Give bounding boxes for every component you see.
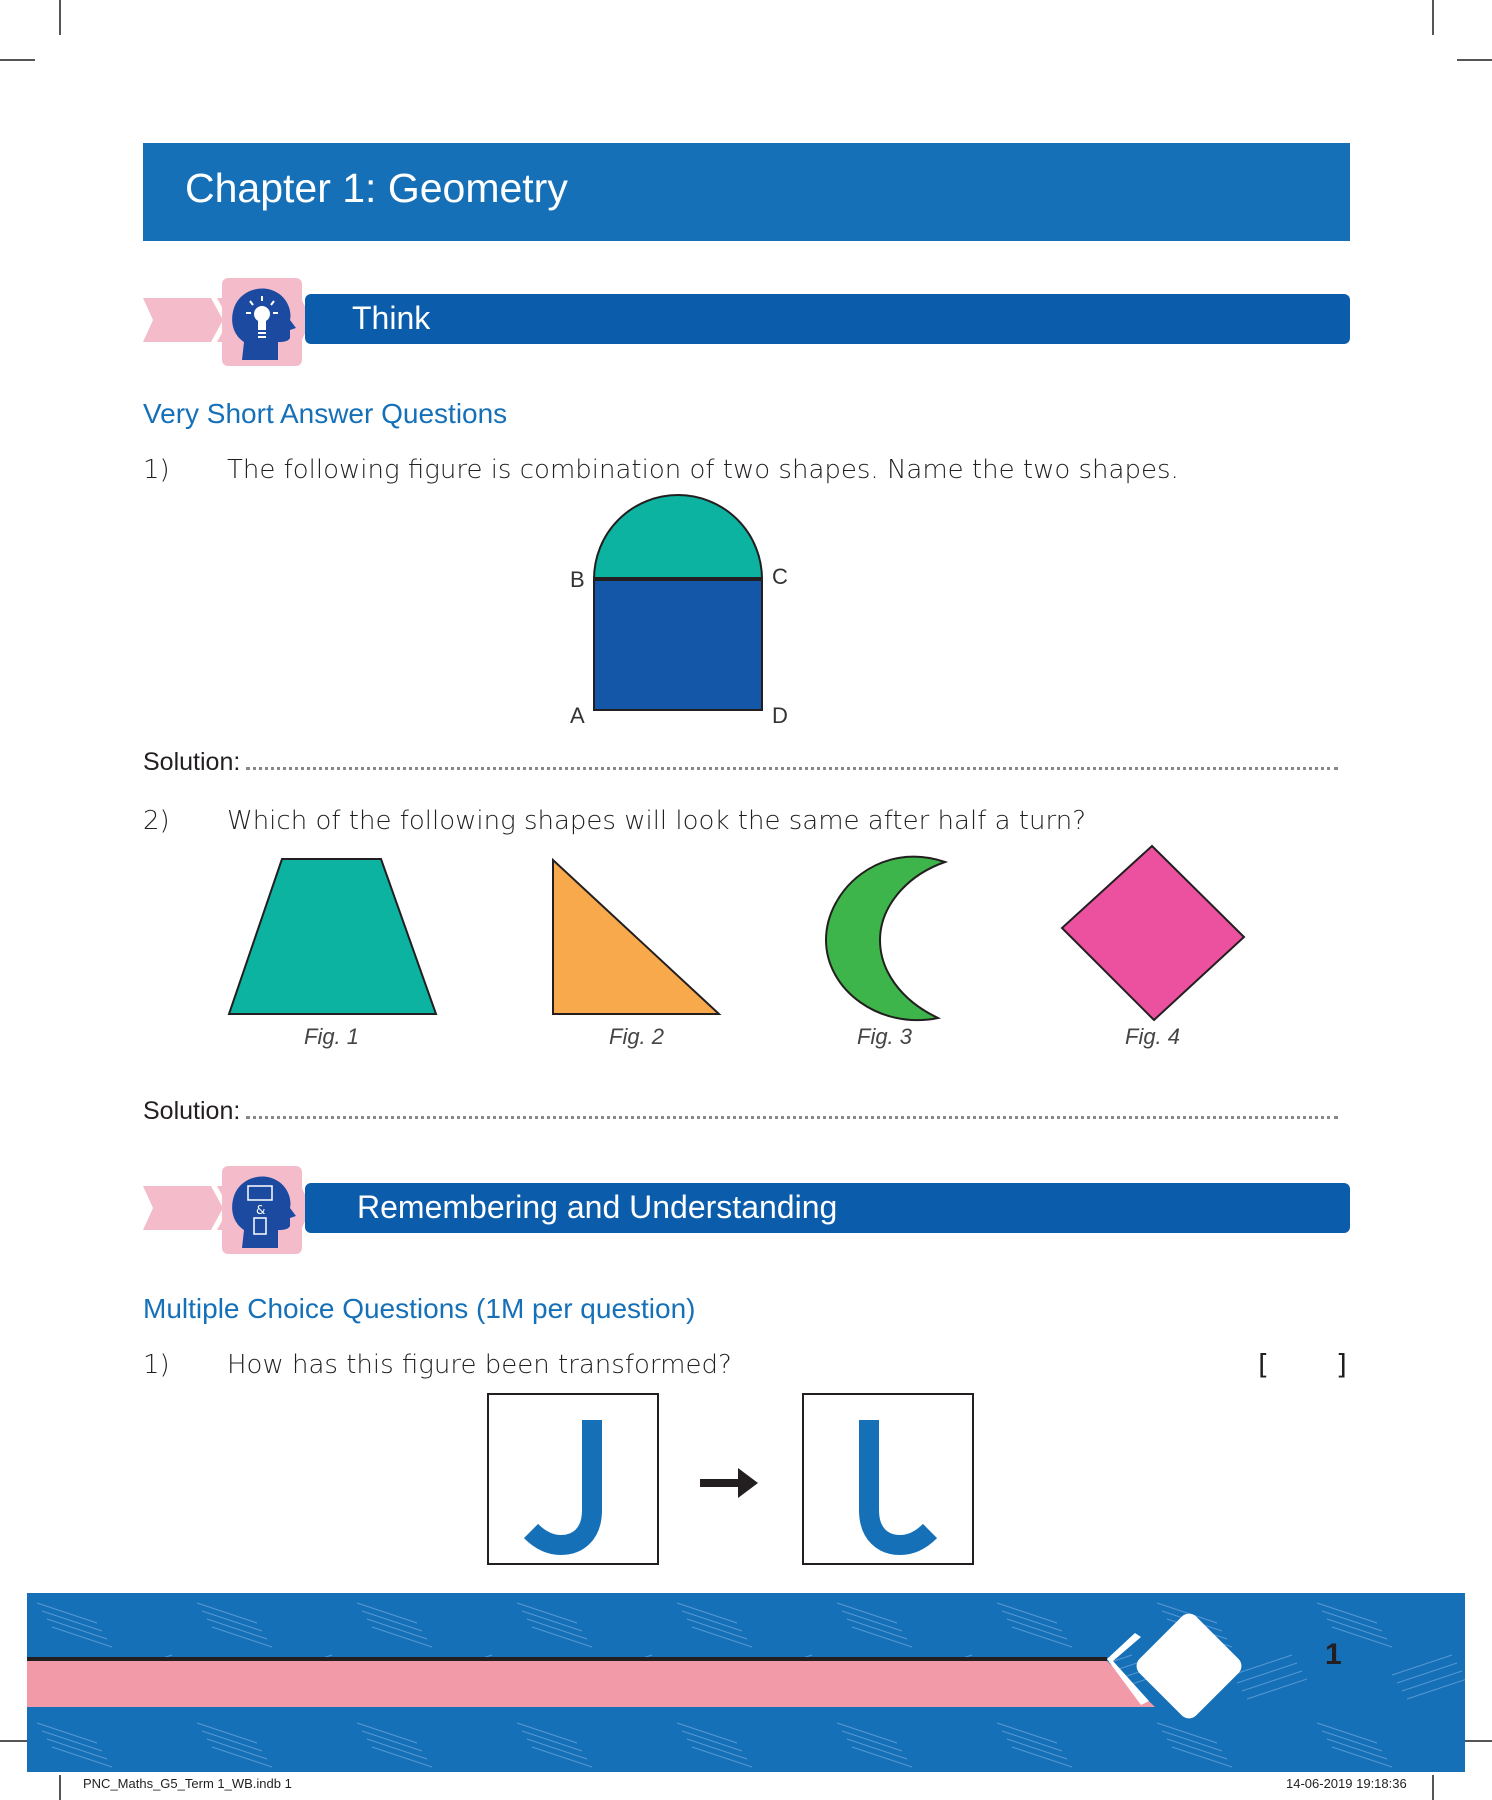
head-book-icon bbox=[228, 1172, 298, 1250]
page-number-badge bbox=[1127, 1604, 1252, 1729]
trapezoid-shape bbox=[229, 859, 436, 1014]
question-number: 1) bbox=[143, 455, 170, 485]
crop-mark bbox=[59, 1775, 61, 1800]
question-number: 1) bbox=[143, 1350, 170, 1380]
answer-dots[interactable] bbox=[246, 1098, 1338, 1119]
rhombus-shape bbox=[1062, 846, 1244, 1020]
fig-label-2: Fig. 2 bbox=[609, 1024, 665, 1049]
section-remembering-title: Remembering and Understanding bbox=[357, 1189, 838, 1225]
fig-label-1: Fig. 1 bbox=[304, 1024, 360, 1049]
question-number: 2) bbox=[143, 806, 170, 836]
answer-field[interactable] bbox=[1280, 1352, 1334, 1384]
transformed-letter-box bbox=[802, 1393, 974, 1565]
question-text: The following figure is combination of two shapes. Name the two shapes. bbox=[227, 455, 1179, 485]
letter-j-flipped-icon bbox=[804, 1395, 972, 1563]
question-text: How has this figure been transformed? bbox=[227, 1350, 732, 1380]
chapter-title: Chapter 1: Geometry bbox=[185, 165, 568, 211]
crescent-shape bbox=[826, 857, 945, 1020]
answer-bracket-close: ] bbox=[1336, 1348, 1347, 1381]
answer-dots[interactable] bbox=[246, 749, 1338, 770]
original-letter-box bbox=[487, 1393, 659, 1565]
chapter-header bbox=[143, 143, 1350, 241]
solution-label: Solution: bbox=[143, 748, 241, 776]
crop-mark bbox=[0, 59, 35, 61]
arrow-right-icon bbox=[700, 1468, 760, 1498]
timestamp: 14-06-2019 19:18:36 bbox=[1286, 1776, 1407, 1791]
page-number: 1 bbox=[1325, 1638, 1342, 1671]
answer-bracket-open: [ bbox=[1258, 1348, 1269, 1381]
shapes-row bbox=[0, 840, 1300, 1030]
mcq-question-1 bbox=[143, 1350, 732, 1380]
crop-mark bbox=[1432, 0, 1434, 35]
point-label-d: D bbox=[772, 703, 788, 728]
svg-text:&: & bbox=[256, 1203, 266, 1217]
point-label-c: C bbox=[772, 564, 788, 589]
head-lightbulb-icon bbox=[228, 284, 298, 362]
question-1 bbox=[143, 455, 1179, 485]
section-remembering-bar bbox=[305, 1183, 1350, 1233]
letter-j-icon bbox=[489, 1395, 657, 1563]
point-label-a: A bbox=[570, 703, 585, 728]
crop-mark bbox=[1432, 1775, 1434, 1800]
section-think-bar bbox=[305, 294, 1350, 344]
question-2 bbox=[143, 806, 1086, 836]
section-think-title: Think bbox=[352, 300, 431, 336]
very-short-heading: Very Short Answer Questions bbox=[143, 398, 508, 429]
triangle-shape bbox=[553, 860, 719, 1014]
crop-mark bbox=[1457, 59, 1492, 61]
file-name: PNC_Maths_G5_Term 1_WB.indb 1 bbox=[83, 1776, 292, 1791]
mcq-heading: Multiple Choice Questions (1M per question) bbox=[143, 1293, 696, 1324]
semicircle-rectangle-figure bbox=[590, 490, 770, 715]
crop-mark bbox=[59, 0, 61, 35]
point-label-b: B bbox=[570, 567, 585, 592]
solution-line-2[interactable] bbox=[143, 1097, 1338, 1126]
fig-label-3: Fig. 3 bbox=[857, 1024, 913, 1049]
solution-label: Solution: bbox=[143, 1097, 241, 1125]
solution-line-1[interactable] bbox=[143, 748, 1338, 777]
question-text: Which of the following shapes will look the same after half a turn? bbox=[227, 806, 1086, 836]
fig-label-4: Fig. 4 bbox=[1125, 1024, 1181, 1049]
